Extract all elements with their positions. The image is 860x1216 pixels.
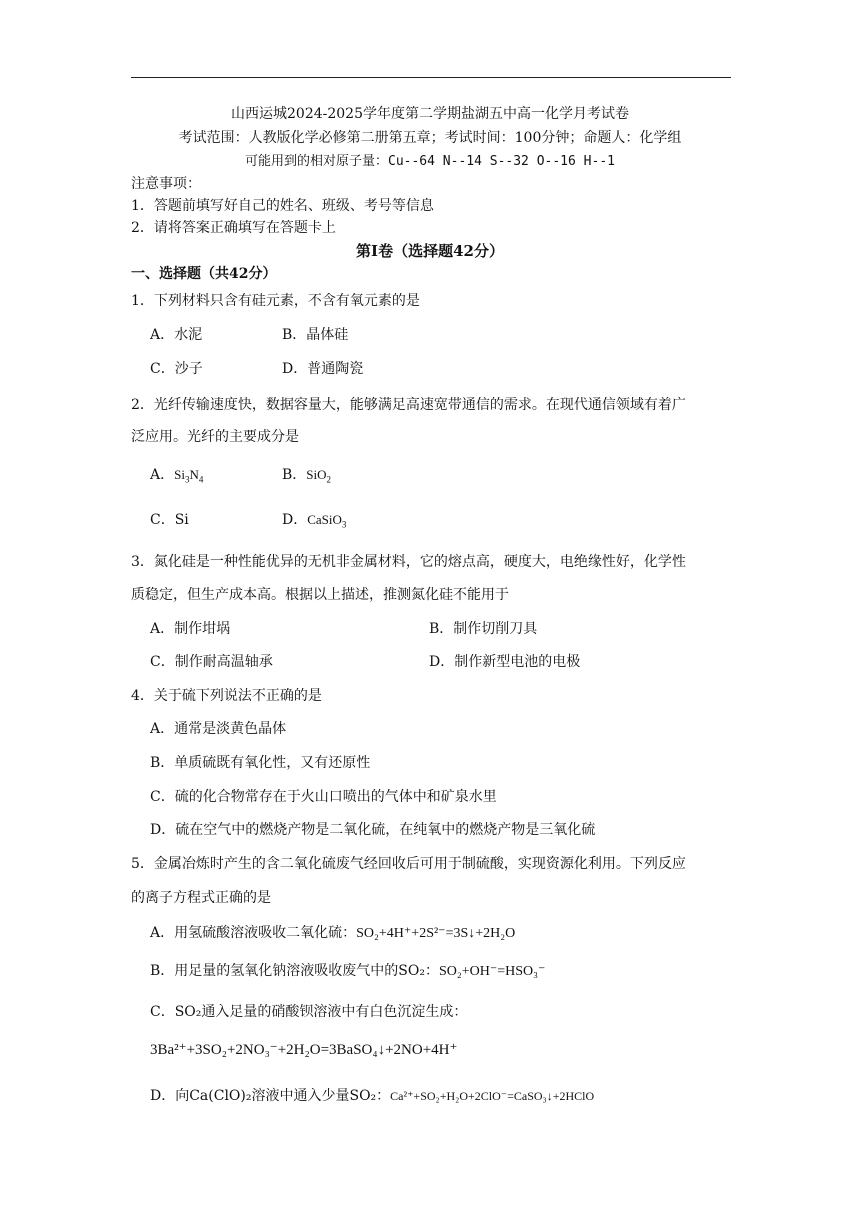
option-a: A．通常是淡黄色晶体: [150, 721, 287, 737]
question-stem: 泛应用。光纤的主要成分是: [131, 429, 299, 445]
option-c: C．SO₂通入足量的硝酸钡溶液中有白色沉淀生成：: [150, 1004, 468, 1020]
question-stem: 质稳定，但生产成本高。根据以上描述，推测氮化硅不能用于: [131, 587, 509, 603]
question-stem: 5．金属冶炼时产生的含二氧化硫废气经回收后可用于制硫酸，实现资源化利用。下列反应: [131, 856, 686, 872]
notes-heading: 注意事项：: [131, 176, 201, 192]
option-b: B．晶体硅: [282, 327, 349, 343]
exam-meta: 考试范围：人教版化学必修第二册第五章；考试时间：100分钟；命题人：化学组: [178, 130, 682, 146]
question-stem: 1．下列材料只含有硅元素，不含有氧元素的是: [131, 293, 420, 309]
option-b: B．制作切削刀具: [429, 621, 538, 637]
option-a: A．用氢硫酸溶液吸收二氧化硫：SO₂+4H⁺+2S²⁻=3S↓+2H₂O: [150, 925, 516, 941]
note-item: 1．答题前填写好自己的姓名、班级、考号等信息: [131, 198, 434, 214]
question-type-title: 一、选择题（共42分）: [131, 266, 277, 282]
option-c: C．沙子: [150, 361, 203, 377]
question-stem: 2．光纤传输速度快，数据容量大，能够满足高速宽带通信的需求。在现代通信领域有着广: [131, 397, 686, 413]
option-d: D．向Ca(ClO)₂溶液中通入少量SO₂：Ca²⁺+SO₂+H₂O+2ClO⁻=CaSO₃↓+2HClO: [150, 1088, 595, 1104]
atomic-mass-line: 可能用到的相对原子量：Cu--64 N--14 S--32 O--16 H--1: [245, 154, 615, 169]
option-d: D．CaSiO$_3$: [282, 512, 347, 530]
part-title: 第I卷（选择题42分）: [356, 242, 504, 260]
question-stem: 4．关于硫下列说法不正确的是: [131, 688, 322, 704]
question-stem: 3．氮化硅是一种性能优异的无机非金属材料，它的熔点高，硬度大，电绝缘性好，化学性: [131, 554, 686, 570]
option-d: D．普通陶瓷: [282, 361, 364, 377]
option-c: C．制作耐高温轴承: [150, 654, 273, 670]
exam-title: 山西运城2024-2025学年度第二学期盐湖五中高一化学月考试卷: [231, 106, 629, 122]
option-c: C．Si: [150, 512, 189, 528]
option-d: D．制作新型电池的电极: [429, 654, 581, 670]
option-a: A．制作坩埚: [150, 621, 231, 637]
header-rule: [131, 77, 731, 78]
option-c: C．硫的化合物常存在于火山口喷出的气体中和矿泉水里: [150, 789, 497, 805]
option-b: B．用足量的氢氧化钠溶液吸收废气中的SO₂：SO₂+OH⁻=HSO₃⁻: [150, 963, 546, 979]
option-b: B．单质硫既有氧化性，又有还原性: [150, 755, 371, 771]
option-a: A．水泥: [150, 327, 203, 343]
question-stem: 的离子方程式正确的是: [131, 890, 271, 906]
option-c-equation: 3Ba²⁺+3SO₂+2NO₃⁻+2H₂O=3BaSO₄↓+2NO+4H⁺: [150, 1042, 458, 1058]
option-d: D．硫在空气中的燃烧产物是二氧化硫，在纯氧中的燃烧产物是三氧化硫: [150, 822, 596, 838]
note-item: 2．请将答案正确填写在答题卡上: [131, 220, 336, 236]
option-a: A．$Si_3N_4$: [150, 467, 204, 485]
option-b: B．SiO$_2$: [282, 467, 332, 485]
